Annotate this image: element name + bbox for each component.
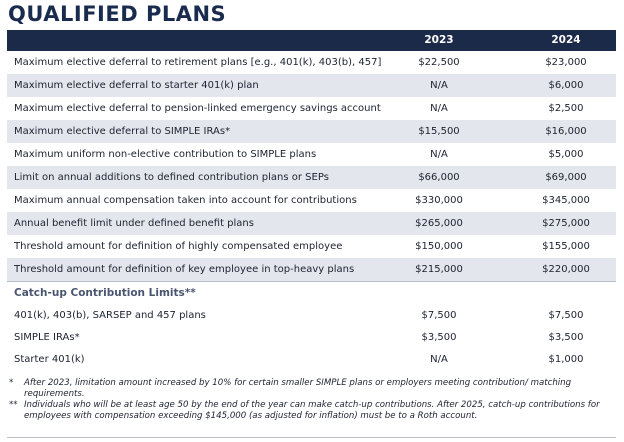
row-label: Maximum elective deferral to starter 401(k) plan xyxy=(14,80,259,91)
value-2024: $69,000 xyxy=(545,172,587,183)
value-2024: $220,000 xyxy=(542,264,590,275)
value-2024: $2,500 xyxy=(548,103,584,114)
qualified-plans-table xyxy=(7,30,616,370)
row-label: Annual benefit limit under defined benefit plans xyxy=(14,218,254,229)
bottom-divider xyxy=(7,437,616,438)
value-2024: $275,000 xyxy=(542,218,590,229)
value-2023: N/A xyxy=(430,103,448,114)
value-2024: $3,500 xyxy=(548,332,584,343)
row-label: Maximum uniform non-elective contribution to SIMPLE plans xyxy=(14,149,317,160)
catchup-heading: Catch-up Contribution Limits** xyxy=(14,287,196,299)
footnote-marker: * xyxy=(9,378,14,388)
value-2023: N/A xyxy=(430,354,448,365)
table-row xyxy=(7,258,616,281)
value-2023: $265,000 xyxy=(415,218,463,229)
value-2024: $16,000 xyxy=(545,126,587,137)
table-row xyxy=(7,143,616,166)
table-row xyxy=(7,51,616,74)
value-2024: $23,000 xyxy=(545,57,587,68)
value-2023: $3,500 xyxy=(421,332,457,343)
table-row xyxy=(7,166,616,189)
catchup-heading-row xyxy=(7,281,616,304)
table-row xyxy=(7,304,616,326)
table-header xyxy=(7,30,616,51)
value-2023: $330,000 xyxy=(415,195,463,206)
row-label: Maximum elective deferral to pension-linked emergency savings account xyxy=(14,103,381,114)
value-2023: $15,500 xyxy=(418,126,460,137)
table-row xyxy=(7,326,616,348)
value-2023: $22,500 xyxy=(418,57,460,68)
value-2023: N/A xyxy=(430,149,448,160)
footnote-marker: ** xyxy=(9,400,18,410)
row-label: Starter 401(k) xyxy=(14,354,85,365)
row-label: Maximum elective deferral to retirement plans [e.g., 401(k), 403(b), 457] xyxy=(14,57,382,68)
table-row xyxy=(7,212,616,235)
column-header-2024: 2024 xyxy=(551,34,581,46)
table-row xyxy=(7,189,616,212)
page-title: QUALIFIED PLANS xyxy=(8,2,227,26)
table-row xyxy=(7,235,616,258)
footnote xyxy=(7,378,612,399)
footnote-text: After 2023, limitation amount increased by 10% for certain smaller SIMPLE plans or employers meeting contribution/ matching requirements. xyxy=(24,378,572,399)
value-2024: $155,000 xyxy=(542,241,590,252)
row-label: SIMPLE IRAs* xyxy=(14,332,80,343)
value-2023: $150,000 xyxy=(415,241,463,252)
footnote-text: Individuals who will be at least age 50 by the end of the year can make catch-up contributions. After 2025, catch-up contributions for employees with compensation exceeding $145,000 (as adjusted for inflation) must be to a Roth account. xyxy=(24,400,600,421)
row-label: Threshold amount for definition of key employee in top-heavy plans xyxy=(14,264,355,275)
value-2023: $215,000 xyxy=(415,264,463,275)
table-row xyxy=(7,74,616,97)
value-2024: $5,000 xyxy=(548,149,584,160)
value-2024: $1,000 xyxy=(548,354,584,365)
table-row xyxy=(7,120,616,143)
row-label: Threshold amount for definition of highly compensated employee xyxy=(14,241,343,252)
row-label: Maximum elective deferral to SIMPLE IRAs* xyxy=(14,126,231,137)
table-row xyxy=(7,348,616,370)
value-2024: $345,000 xyxy=(542,195,590,206)
footnote xyxy=(7,400,612,421)
value-2024: $6,000 xyxy=(548,80,584,91)
footnotes xyxy=(7,378,612,422)
value-2023: N/A xyxy=(430,80,448,91)
value-2023: $66,000 xyxy=(418,172,460,183)
row-label: Maximum annual compensation taken into account for contributions xyxy=(14,195,357,206)
value-2024: $7,500 xyxy=(548,310,584,321)
table-row xyxy=(7,97,616,120)
row-label: 401(k), 403(b), SARSEP and 457 plans xyxy=(14,310,206,321)
row-label: Limit on annual additions to defined contribution plans or SEPs xyxy=(14,172,329,183)
value-2023: $7,500 xyxy=(421,310,457,321)
column-header-2023: 2023 xyxy=(424,34,454,46)
